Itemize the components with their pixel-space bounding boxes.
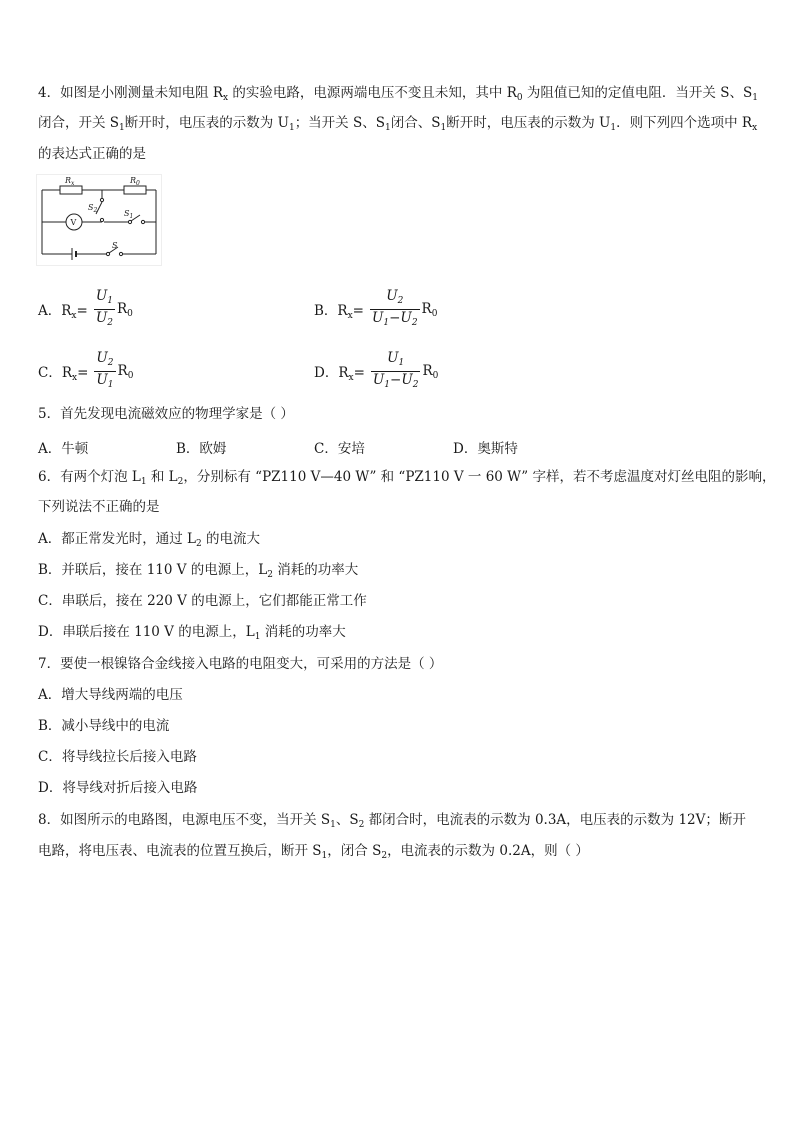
q8-stem-line1: 8．如图所示的电路图，电源电压不变，当开关 $S_1$、$S_2$ 都闭合时，电流表的示数为 0.3A，电压表的示数为 12V；断开 <box>38 812 746 830</box>
q7-choice-d[interactable]: D．将导线对折后接入电路 <box>38 780 198 796</box>
label-r0: $R_0$ <box>130 176 140 187</box>
q6-choice-d[interactable]: D．串联后接在 110 V 的电源上，$L_1$ 消耗的功率大 <box>38 624 346 642</box>
q5-choice-a[interactable]: A．牛顿 <box>38 441 89 457</box>
q8-stem-line2: 电路，将电压表、电流表的位置互换后，断开 $S_1$，闭合 $S_2$，电流表的示数为 0.2A，则（ ） <box>38 843 589 861</box>
q7-choice-c[interactable]: C．将导线拉长后接入电路 <box>38 749 197 765</box>
voltmeter-label: V <box>70 218 77 227</box>
q4-option-a[interactable]: A．$R_x=$ $\frac{U_1}{U_2}$ $R_0$ <box>38 288 133 328</box>
q4-option-b[interactable]: B．$R_x=$ $\frac{U_2}{U_1-U_2}$ $R_0$ <box>314 288 438 328</box>
q5-stem: 5．首先发现电流磁效应的物理学家是（ ） <box>38 406 294 422</box>
q4-stem-line3: 的表达式正确的是 <box>38 146 146 162</box>
q5-choice-c[interactable]: C．安培 <box>314 441 365 457</box>
q5-choice-b[interactable]: B．欧姆 <box>176 441 227 457</box>
q4-option-d[interactable]: D．$R_x=$ $\frac{U_1}{U_1-U_2}$ $R_0$ <box>314 350 439 390</box>
q5-choice-d[interactable]: D．奥斯特 <box>453 441 518 457</box>
q7-stem: 7．要使一根镍铬合金线接入电路的电阻变大，可采用的方法是（ ） <box>38 656 443 672</box>
q6-stem-line2: 下列说法不正确的是 <box>38 499 160 515</box>
q6-choice-b[interactable]: B．并联后，接在 110 V 的电源上，$L_2$ 消耗的功率大 <box>38 562 359 580</box>
q4-circuit-diagram <box>36 174 162 266</box>
q7-choice-a[interactable]: A．增大导线两端的电压 <box>38 687 183 703</box>
label-rx: $R_x$ <box>65 176 75 187</box>
label-s2: $S_2$ <box>88 203 98 214</box>
q4-stem-line2: 闭合，开关 $S_1$断开时，电压表的示数为 $U_1$；当开关 S、$S_1$闭合、$S_1$断开时，电压表的示数为 $U_1$．则下列四个选项中 $R_x$ <box>38 115 758 133</box>
label-s1: $S_1$ <box>124 209 134 220</box>
q4-stem-line1: 4．如图是小刚测量未知电阻 $R_x$ 的实验电路，电源两端电压不变且未知，其中 $R_0$ 为阻值已知的定值电阻．当开关 S、$S_1$ <box>38 85 758 103</box>
label-s: S <box>112 241 118 250</box>
q7-choice-b[interactable]: B．减小导线中的电流 <box>38 718 170 734</box>
q6-choice-c[interactable]: C．串联后，接在 220 V 的电源上，它们都能正常工作 <box>38 593 367 609</box>
q6-choice-a[interactable]: A．都正常发光时，通过 $L_2$ 的电流大 <box>38 531 261 549</box>
q6-stem-line1: 6．有两个灯泡 $L_1$ 和 $L_2$，分别标有 “PZ110 V—40 W” 和 “PZ110 V 一 60 W” 字样，若不考虑温度对灯丝电阻的影响， <box>38 469 776 487</box>
q4-option-c[interactable]: C．$R_x=$ $\frac{U_2}{U_1}$ $R_0$ <box>38 350 134 390</box>
